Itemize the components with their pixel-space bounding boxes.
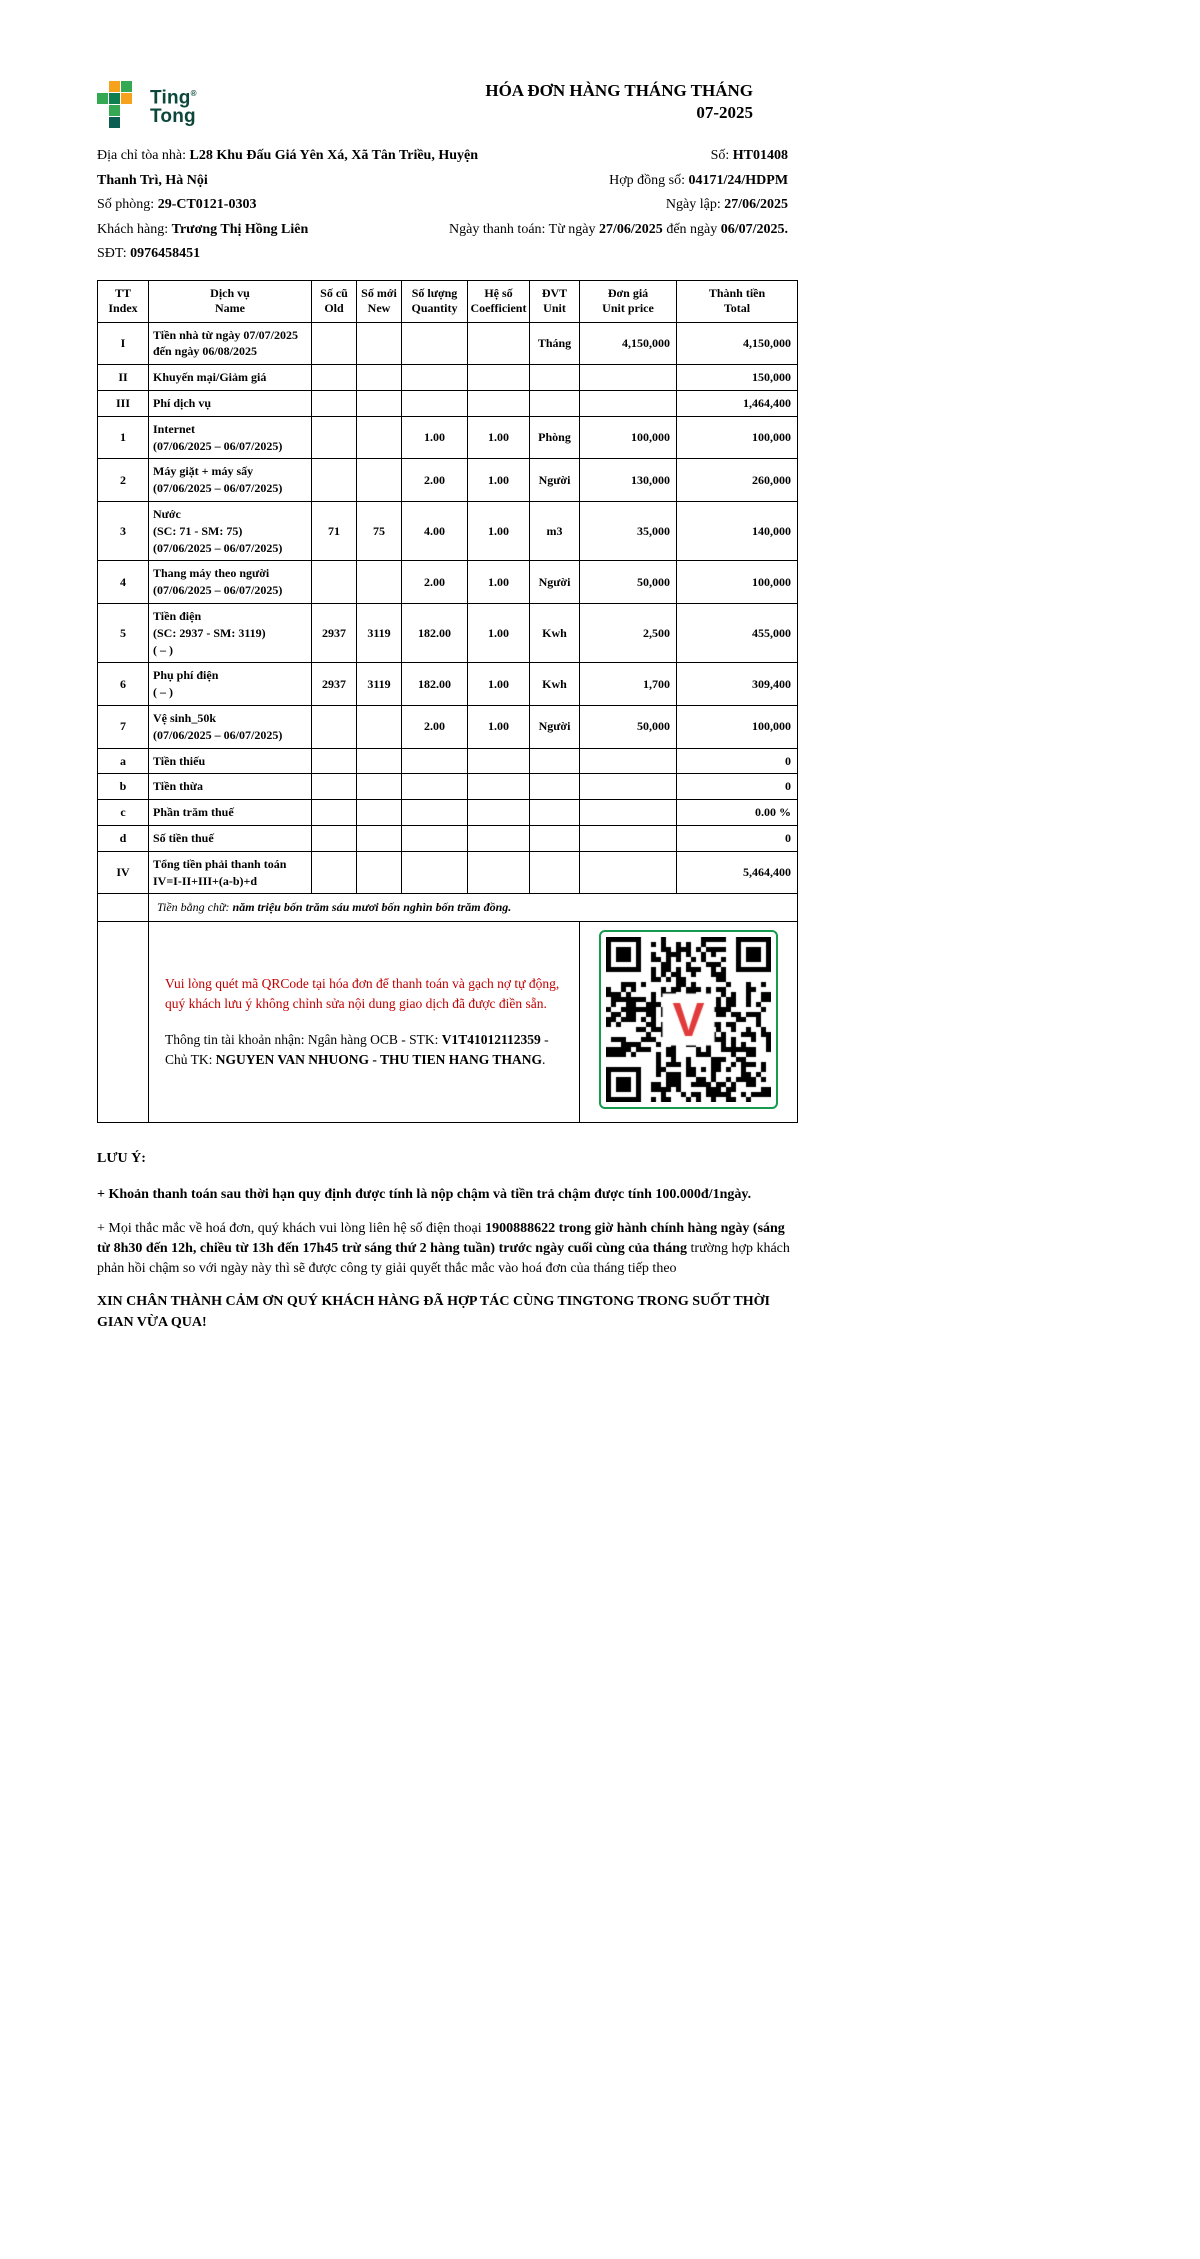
invoice-info	[97, 144, 797, 267]
cell-tt: I	[98, 322, 149, 365]
cell-total: 455,000	[677, 604, 798, 663]
cell-qty: 1.00	[402, 416, 468, 459]
cell-name: Thang máy theo người (07/06/2025 – 06/07/2025)	[149, 561, 312, 604]
invoice-row	[98, 322, 798, 365]
logo-line-2: Tong	[150, 106, 196, 128]
cell-old	[312, 800, 357, 826]
cell-name: Phần trăm thuế	[149, 800, 312, 826]
cell-tt: III	[98, 391, 149, 417]
text-line: Khách hàng: Trương Thị Hồng Liên	[97, 221, 309, 237]
cell-total: 100,000	[677, 416, 798, 459]
cell-tt: 2	[98, 459, 149, 502]
cell-price: 1,700	[580, 663, 677, 706]
cell-coef: 1.00	[468, 561, 530, 604]
column-header: Thành tiền Total	[677, 280, 798, 322]
cell-qty	[402, 851, 468, 894]
customer-info	[97, 144, 479, 267]
cell-name: Tổng tiền phải thanh toán IV=I-II+III+(a-b)+d	[149, 851, 312, 894]
cell-unit: Phòng	[530, 416, 580, 459]
invoice-row	[98, 561, 798, 604]
invoice-row	[98, 851, 798, 894]
cell-tt: a	[98, 748, 149, 774]
qr-instruction-text: Vui lòng quét mã QRCode tại hóa đơn để thanh toán và gạch nợ tự động, quý khách lưu ý không chỉnh sửa nội dung giao dịch đã được điền sẵn.	[165, 975, 560, 1011]
cell-qty: 2.00	[402, 459, 468, 502]
cell-tt: 3	[98, 502, 149, 561]
note-contact: + Mọi thắc mắc về hoá đơn, quý khách vui lòng liên hệ số điện thoại 1900888622 trong giờ hành chính hàng ngày (sáng từ 8h30 đến 12h, chiều từ 13h đến 17h45 trừ sáng thứ 2 hàng tuần) trước ngày cuối cùng của tháng trường hợp khách phản hồi chậm so với ngày này thì sẽ được công ty giải quyết thắc mắc vào hoá đơn của tháng tiếp theo	[97, 1220, 790, 1277]
cell-new	[357, 774, 402, 800]
cell-price	[580, 774, 677, 800]
invoice-row	[98, 748, 798, 774]
cell-qty	[402, 826, 468, 852]
cell-coef	[468, 774, 530, 800]
cell-unit: Kwh	[530, 604, 580, 663]
cell-coef: 1.00	[468, 663, 530, 706]
cell-new	[357, 561, 402, 604]
cell-new	[357, 391, 402, 417]
cell-coef	[468, 851, 530, 894]
text-line: Ngày thanh toán: Từ ngày 27/06/2025 đến ngày 06/07/2025.	[449, 221, 789, 237]
cell-coef	[468, 365, 530, 391]
cell-price	[580, 391, 677, 417]
cell-new	[357, 459, 402, 502]
cell-name: Số tiền thuế	[149, 826, 312, 852]
cell-new	[357, 322, 402, 365]
invoice-row	[98, 826, 798, 852]
invoice-row	[98, 502, 798, 561]
qr-code	[606, 937, 771, 1102]
payment-instructions-cell	[149, 922, 580, 1123]
cell-old	[312, 561, 357, 604]
cell-qty	[402, 748, 468, 774]
cell-qty: 182.00	[402, 663, 468, 706]
invoice-row	[98, 416, 798, 459]
cell-price: 130,000	[580, 459, 677, 502]
text-line: Địa chỉ tòa nhà: L28 Khu Đấu Giá Yên Xá, Xã Tân Triều, Huyện	[97, 148, 479, 163]
cell-tt: d	[98, 826, 149, 852]
cell-qty	[402, 800, 468, 826]
text-line: Thanh Trì, Hà Nội	[97, 172, 208, 188]
tingtong-logo	[97, 80, 197, 130]
cell-coef: 1.00	[468, 416, 530, 459]
cell-qty: 2.00	[402, 706, 468, 749]
column-header: Dịch vụ Name	[149, 280, 312, 322]
column-header: TT Index	[98, 280, 149, 322]
text-line: SĐT: 0976458451	[97, 246, 201, 261]
text-line: Hợp đồng số: 04171/24/HDPM	[609, 172, 789, 188]
cell-price	[580, 826, 677, 852]
cell-coef	[468, 391, 530, 417]
cell-unit: m3	[530, 502, 580, 561]
cell-coef	[468, 748, 530, 774]
cell-old	[312, 774, 357, 800]
cell-new	[357, 851, 402, 894]
cell-new	[357, 748, 402, 774]
cell-new: 3119	[357, 663, 402, 706]
cell-tt	[98, 894, 149, 922]
cell-coef: 1.00	[468, 604, 530, 663]
invoice-footer-rows	[98, 894, 798, 1123]
cell-new	[357, 706, 402, 749]
cell-total: 150,000	[677, 365, 798, 391]
cell-tt: 1	[98, 416, 149, 459]
cell-new	[357, 365, 402, 391]
cell-qty: 182.00	[402, 604, 468, 663]
tingtong-logo-text	[150, 84, 197, 126]
logo-line-1: Ting	[150, 87, 191, 109]
cell-tt: c	[98, 800, 149, 826]
cell-total: 140,000	[677, 502, 798, 561]
cell-new	[357, 800, 402, 826]
notes-title: LƯU Ý:	[97, 1151, 146, 1166]
cell-price: 35,000	[580, 502, 677, 561]
invoice-row	[98, 706, 798, 749]
cell-tt: 4	[98, 561, 149, 604]
cell-old	[312, 416, 357, 459]
cell-qty	[402, 322, 468, 365]
cell-coef: 1.00	[468, 706, 530, 749]
cell-tt: 5	[98, 604, 149, 663]
cell-name: Tiền thừa	[149, 774, 312, 800]
column-header: Đơn giá Unit price	[580, 280, 677, 322]
cell-unit	[530, 391, 580, 417]
cell-name: Vệ sinh_50k (07/06/2025 – 06/07/2025)	[149, 706, 312, 749]
qr-frame	[599, 930, 778, 1109]
cell-total: 0	[677, 774, 798, 800]
cell-qty	[402, 774, 468, 800]
invoice-row	[98, 800, 798, 826]
thank-you-text: XIN CHÂN THÀNH CẢM ƠN QUÝ KHÁCH HÀNG ĐÃ HỢP TÁC CÙNG TINGTONG TRONG SUỐT THỜI GIAN VỪA QUA!	[97, 1294, 770, 1330]
cell-tt: b	[98, 774, 149, 800]
cell-price: 50,000	[580, 561, 677, 604]
cell-coef: 1.00	[468, 502, 530, 561]
invoice-header	[97, 80, 797, 130]
cell-price	[580, 851, 677, 894]
cell-unit	[530, 800, 580, 826]
cell-qty	[402, 391, 468, 417]
cell-tt	[98, 922, 149, 1123]
registered-mark: ®	[190, 88, 197, 98]
text-line: Ngày lập: 27/06/2025	[665, 197, 789, 212]
cell-price	[580, 748, 677, 774]
cell-name: Phụ phí điện ( – )	[149, 663, 312, 706]
cell-old	[312, 365, 357, 391]
cell-name: Tiền thiếu	[149, 748, 312, 774]
cell-total: 0.00 %	[677, 800, 798, 826]
cell-new	[357, 826, 402, 852]
payment-row	[98, 922, 798, 1123]
cell-price	[580, 800, 677, 826]
invoice-row	[98, 774, 798, 800]
cell-qty: 4.00	[402, 502, 468, 561]
cell-qty: 2.00	[402, 561, 468, 604]
invoice-row	[98, 391, 798, 417]
cell-tt: IV	[98, 851, 149, 894]
text-line: Số phòng: 29-CT0121-0303	[97, 197, 257, 212]
cell-new	[357, 416, 402, 459]
cell-unit	[530, 748, 580, 774]
cell-total: 100,000	[677, 561, 798, 604]
note-late-payment: + Khoản thanh toán sau thời hạn quy định được tính là nộp chậm và tiền trả chậm được tính 100.000đ/1ngày.	[97, 1187, 752, 1203]
cell-total: 1,464,400	[677, 391, 798, 417]
amount-in-words-value: năm triệu bốn trăm sáu mươi bốn nghìn bốn trăm đồng.	[232, 900, 512, 915]
invoice-title: HÓA ĐƠN HÀNG THÁNG THÁNG 07-2025	[485, 81, 753, 122]
cell-name: Máy giặt + máy sấy (07/06/2025 – 06/07/2025)	[149, 459, 312, 502]
cell-name: Tiền điện (SC: 2937 - SM: 3119) ( – )	[149, 604, 312, 663]
cell-new: 75	[357, 502, 402, 561]
invoice-body	[98, 322, 798, 894]
cell-unit	[530, 365, 580, 391]
cell-old	[312, 851, 357, 894]
column-header: Hệ số Coefficient	[468, 280, 530, 322]
invoice-document	[97, 80, 797, 1346]
cell-unit: Người	[530, 459, 580, 502]
amount-in-words-label: Tiền bằng chữ:	[157, 900, 233, 915]
amount-in-words-cell	[149, 894, 798, 922]
cell-total: 5,464,400	[677, 851, 798, 894]
cell-unit	[530, 826, 580, 852]
column-header: Số mới New	[357, 280, 402, 322]
cell-tt: 7	[98, 706, 149, 749]
cell-price: 4,150,000	[580, 322, 677, 365]
cell-name: Nước (SC: 71 - SM: 75) (07/06/2025 – 06/07/2025)	[149, 502, 312, 561]
cell-old	[312, 706, 357, 749]
cell-old	[312, 322, 357, 365]
cell-total: 260,000	[677, 459, 798, 502]
cell-price: 50,000	[580, 706, 677, 749]
cell-coef: 1.00	[468, 459, 530, 502]
cell-unit: Người	[530, 706, 580, 749]
cell-coef	[468, 322, 530, 365]
cell-old: 2937	[312, 604, 357, 663]
cell-old: 71	[312, 502, 357, 561]
invoice-notes	[97, 1149, 797, 1333]
cell-tt: II	[98, 365, 149, 391]
invoice-meta	[449, 144, 828, 267]
cell-old	[312, 391, 357, 417]
cell-price	[580, 365, 677, 391]
cell-name: Khuyến mại/Giảm giá	[149, 365, 312, 391]
cell-total: 309,400	[677, 663, 798, 706]
amount-in-words-row	[98, 894, 798, 922]
cell-name: Tiền nhà từ ngày 07/07/2025 đến ngày 06/08/2025	[149, 322, 312, 365]
invoice-row	[98, 663, 798, 706]
qr-code-cell	[580, 922, 798, 1123]
cell-unit: Người	[530, 561, 580, 604]
cell-tt: 6	[98, 663, 149, 706]
cell-unit	[530, 774, 580, 800]
column-header: Số cũ Old	[312, 280, 357, 322]
cell-price: 2,500	[580, 604, 677, 663]
cell-old	[312, 748, 357, 774]
cell-coef	[468, 800, 530, 826]
invoice-table	[97, 280, 798, 1124]
cell-total: 0	[677, 748, 798, 774]
cell-unit: Kwh	[530, 663, 580, 706]
column-header: Số lượng Quantity	[402, 280, 468, 322]
text-line: Số: HT01408	[710, 148, 789, 163]
cell-total: 4,150,000	[677, 322, 798, 365]
cell-qty	[402, 365, 468, 391]
account-info-text: Thông tin tài khoản nhận: Ngân hàng OCB - STK: V1T41012112359 - Chủ TK: NGUYEN VAN NHUONG - THU TIEN HANG THANG.	[165, 1032, 549, 1068]
cell-old	[312, 459, 357, 502]
cell-old: 2937	[312, 663, 357, 706]
invoice-header-row	[98, 280, 798, 322]
invoice-row	[98, 604, 798, 663]
cell-coef	[468, 826, 530, 852]
tingtong-logo-icon	[97, 81, 143, 129]
cell-name: Phí dịch vụ	[149, 391, 312, 417]
cell-unit: Tháng	[530, 322, 580, 365]
cell-new: 3119	[357, 604, 402, 663]
cell-name: Internet (07/06/2025 – 06/07/2025)	[149, 416, 312, 459]
cell-total: 0	[677, 826, 798, 852]
column-header: ĐVT Unit	[530, 280, 580, 322]
cell-total: 100,000	[677, 706, 798, 749]
cell-unit	[530, 851, 580, 894]
invoice-row	[98, 459, 798, 502]
invoice-row	[98, 365, 798, 391]
cell-price: 100,000	[580, 416, 677, 459]
cell-old	[312, 826, 357, 852]
